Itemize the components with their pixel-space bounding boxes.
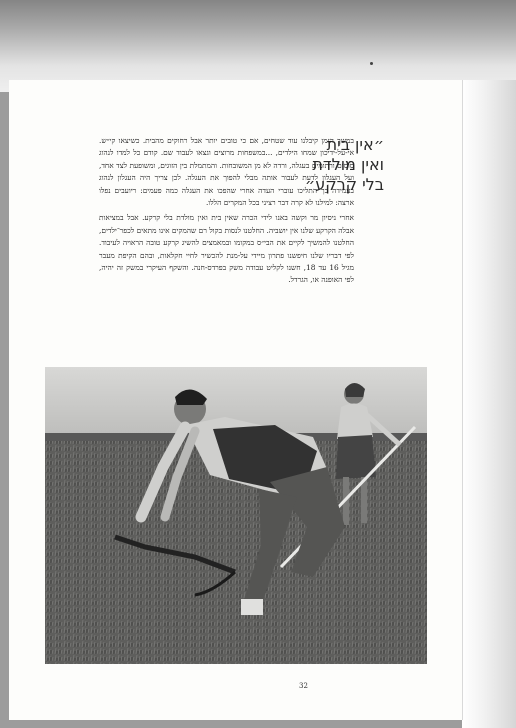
scanner-background — [0, 0, 516, 92]
paragraph-2: אחרי ניסיון מר וקשה באנו לידי הכרה שאין בית ואין מולדת בלי קרקע. אבל במציאות אבלה הקרקע שלנו אין יושביה. החלטנו לנסות בקול רם שהמקים אינו מתאים לכפר־ילדים, החלטנו להמשיך לקיים את הבי״ס במקומו ובמאמצים להשיג קרקע טובה הראויה לעיבוד. לפי דבריו שלנו חיפשנו פתרון מיידי על-מנת להכשיר לחיי חקלאות, ובהם הקיפת מעבר מגיל 16 עד 18, חשנו לקליט עבודה משק בפרדס-חנה. והשקף העיקרי במשק זה יהיה, לפי האופנה או, הגרדל. — [99, 213, 354, 285]
page-edge-shadow — [462, 80, 516, 728]
photo-illustration — [45, 367, 427, 664]
title-line-2: ואין מולדת — [312, 155, 384, 174]
paragraph-1: במשך הזמן קיבלנו עוד שטחים, אם כי טובים יותר אבל רחוקים מהבית. כשיצאו קי״ש. אי-על-ידיכון שמחו הילדים, ...במשפחות מרוצים וגצאו לעבוד שם. קודם כל למדו לנהוג סוסים ורתומים בעגלה, ורדה לא מן המשובחות. והמתמלת בין הזוגים, ומשופעת לצד אחד, ועל העגלון לדעת לעבור אותה מבלי להפוך את העגלה. לכן צריך היה העגלון לנהוג בעמידה כך התליכו עוברי העדה אחרי שהפכו את העגלה כמה פעמים: ריועבים נפלו ארצה: למילנו לא קרה דבר רציני בכל המקרים הללו. — [99, 136, 354, 208]
field-work-photo — [45, 367, 427, 664]
article-body — [99, 135, 354, 290]
title-line-1: ״אין בית — [326, 135, 384, 154]
book-page — [9, 80, 462, 720]
scan-speck — [370, 62, 373, 65]
page-number: 32 — [299, 682, 308, 690]
man-sock — [241, 599, 263, 615]
title-line-3: בלי קרקע״ — [304, 175, 384, 194]
